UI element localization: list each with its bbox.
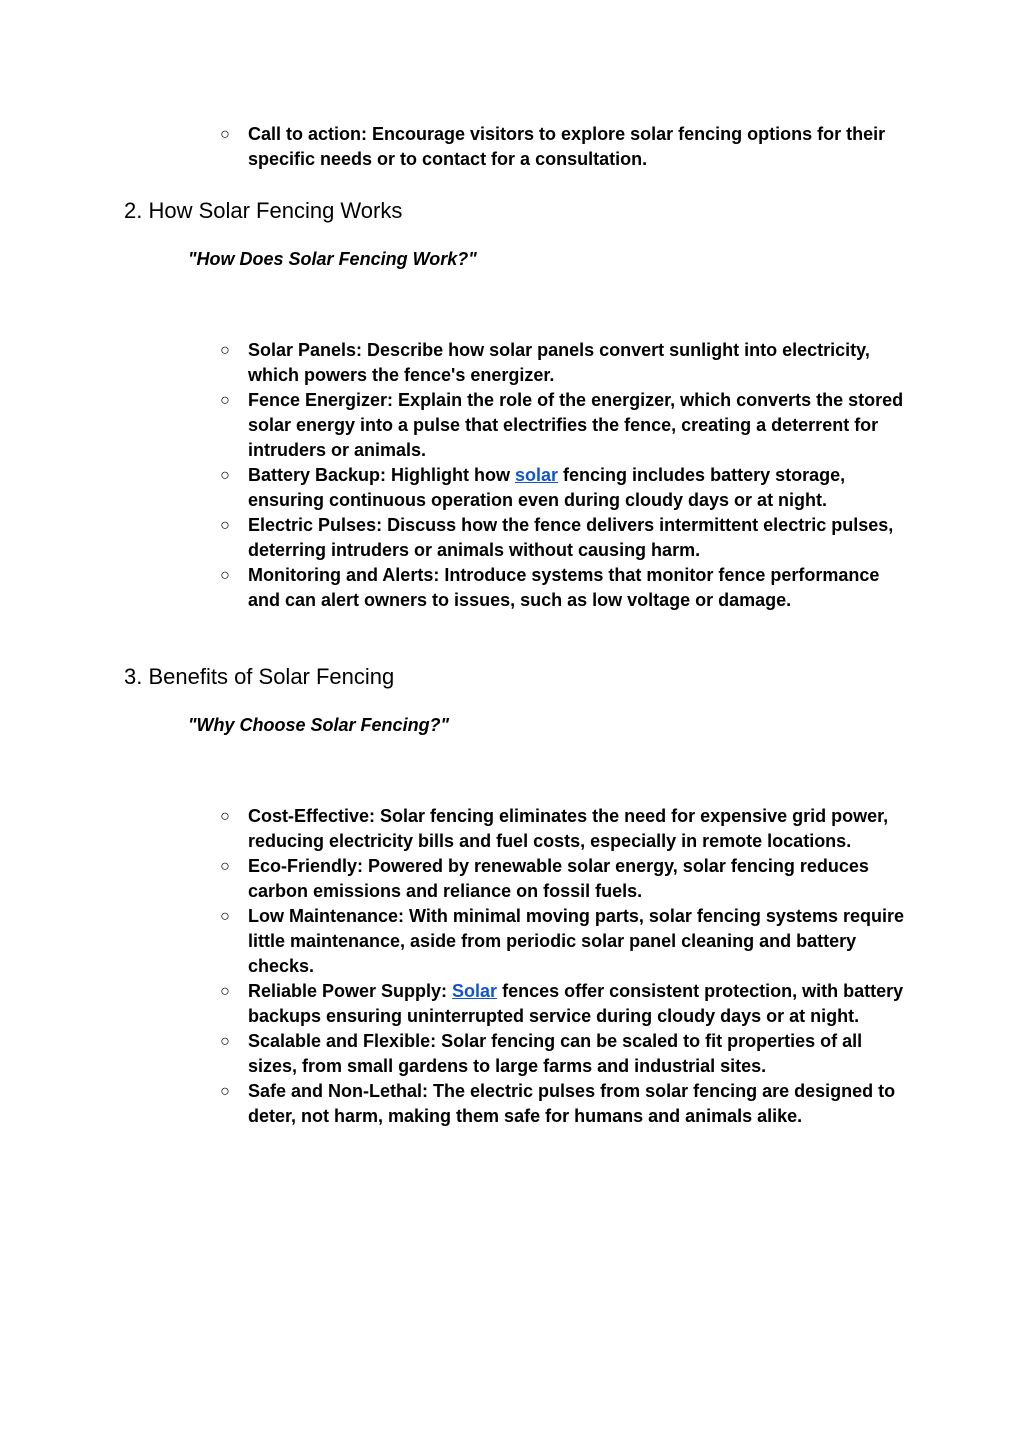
hollow-bullet-icon: ○ <box>220 983 230 1000</box>
list-item-text: Fence Energizer: Explain the role of the energizer, which converts the stored solar energy into a pulse that electrifies the fence, creating a deterrent for intruders or animals. <box>248 390 904 460</box>
list-item-text: Cost-Effective: Solar fencing eliminates the need for expensive grid power, reducing electricity bills and fuel costs, especially in remote locations. <box>248 806 889 851</box>
list-item-text: Scalable and Flexible: Solar fencing can be scaled to fit properties of all sizes, from small gardens to large farms and industrial sites. <box>248 1031 863 1076</box>
hollow-bullet-icon: ○ <box>220 126 230 143</box>
section-subtitle-how-it-works: "How Does Solar Fencing Work?" <box>188 249 477 269</box>
solar-link[interactable]: solar <box>515 465 559 485</box>
list-item-text: Eco-Friendly: Powered by renewable solar energy, solar fencing reduces carbon emissions and reliance on fossil fuels. <box>248 856 869 901</box>
list-item <box>217 463 907 513</box>
list-item <box>217 1079 907 1129</box>
benefits-list <box>217 804 907 1129</box>
section-subtitle-benefits: "Why Choose Solar Fencing?" <box>188 715 450 735</box>
list-item <box>217 979 907 1029</box>
hollow-bullet-icon: ○ <box>220 808 230 825</box>
list-item-text: Monitoring and Alerts: Introduce systems that monitor fence performance and can alert owners to issues, such as low voltage or damage. <box>248 565 880 610</box>
list-item-text: Call to action: Encourage visitors to explore solar fencing options for their specific needs or to contact for a consultation. <box>248 124 886 169</box>
hollow-bullet-icon: ○ <box>220 517 230 534</box>
hollow-bullet-icon: ○ <box>220 858 230 875</box>
how-it-works-list <box>217 338 907 613</box>
hollow-bullet-icon: ○ <box>220 1083 230 1100</box>
list-item-text-after-link: fences offer consistent protection, with battery backups ensuring uninterrupted service during cloudy days or at night. <box>248 981 904 1026</box>
list-item-text-before-link: Reliable Power Supply: <box>248 981 453 1001</box>
hollow-bullet-icon: ○ <box>220 567 230 584</box>
section-heading-how-it-works: 2. How Solar Fencing Works <box>124 198 403 223</box>
list-item-text: Low Maintenance: With minimal moving parts, solar fencing systems require little maintenance, aside from periodic solar panel cleaning and battery checks. <box>248 906 904 976</box>
hollow-bullet-icon: ○ <box>220 392 230 409</box>
hollow-bullet-icon: ○ <box>220 342 230 359</box>
list-item-text: Solar Panels: Describe how solar panels convert sunlight into electricity, which powers the fence's energizer. <box>248 340 870 385</box>
hollow-bullet-icon: ○ <box>220 1033 230 1050</box>
list-item-text-after-link: fencing includes battery storage, ensuring continuous operation even during cloudy days or at night. <box>248 465 846 510</box>
list-item <box>217 122 907 172</box>
list-item <box>217 804 907 854</box>
hollow-bullet-icon: ○ <box>220 908 230 925</box>
list-item <box>217 904 907 979</box>
list-item <box>217 513 907 563</box>
solar-link[interactable]: Solar <box>452 981 498 1001</box>
intro-list <box>217 122 907 172</box>
section-heading-benefits: 3. Benefits of Solar Fencing <box>124 664 395 689</box>
list-item-text-before-link: Battery Backup: Highlight how <box>248 465 516 485</box>
list-item-text: Safe and Non-Lethal: The electric pulses from solar fencing are designed to deter, not harm, making them safe for humans and animals alike. <box>248 1081 896 1126</box>
list-item-text: Electric Pulses: Discuss how the fence delivers intermittent electric pulses, deterring intruders or animals without causing harm. <box>248 515 894 560</box>
list-item <box>217 854 907 904</box>
list-item <box>217 1029 907 1079</box>
hollow-bullet-icon: ○ <box>220 467 230 484</box>
list-item <box>217 388 907 463</box>
list-item <box>217 563 907 613</box>
list-item <box>217 338 907 388</box>
